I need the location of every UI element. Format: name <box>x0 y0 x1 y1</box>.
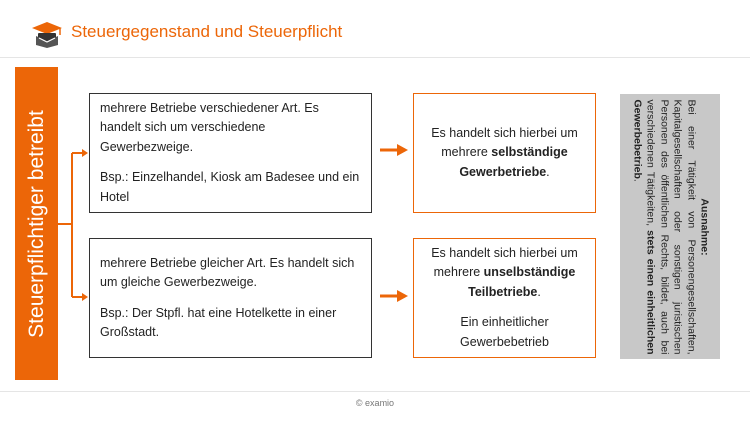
exception-heading: Ausnahme: <box>698 197 711 256</box>
exception-body: Bei einer Tätigkeit von Personengesellschaften, Kapitalgesellschaften oder sonstigen juristischen Personen des öffentlichen Rechts, bildet, auch bei verschiedenen Tätigkeiten, <box>644 99 697 354</box>
box-top-right-prefix: Es handelt sich hierbei um mehrere <box>431 125 578 160</box>
exception-suffix: . <box>631 178 644 182</box>
exception-bold: stets einen einheitlichen Gewerbebetrieb <box>631 99 657 354</box>
box-top-right-suffix: . <box>546 164 550 179</box>
box-top-left-example: Bsp.: Einzelhandel, Kiosk am Badesee und ein Hotel <box>100 170 360 204</box>
branch-bottom-arrowhead <box>82 293 88 301</box>
box-top-right-bold: selbständige Gewerbetriebe <box>459 145 568 179</box>
footer-copyright: © examio <box>355 398 395 408</box>
side-label: Steuerpflichtiger betreibt <box>24 109 48 338</box>
footer-divider <box>0 391 750 392</box>
box-bottom-right-prefix: Es handelt sich hierbei um mehrere <box>431 246 578 280</box>
box-bottom-right-note: Ein einheitlicher Gewerbebetrieb <box>460 315 549 349</box>
box-same-businesses <box>89 238 372 358</box>
box-bottom-left-example: Bsp.: Der Stpfl. hat eine Hotelkette in einer Großstadt. <box>100 305 337 339</box>
box-different-businesses <box>89 93 372 213</box>
box-bottom-right-bold: unselbständige Teilbetriebe <box>468 265 576 299</box>
box-bottom-left-description: mehrere Betriebe gleicher Art. Es handelt sich um gleiche Gewerbezweige. <box>100 255 355 290</box>
box-bottom-right-suffix: . <box>537 284 541 299</box>
exception-note <box>620 94 720 359</box>
box-dependent-sub-businesses <box>413 238 596 358</box>
box-top-left-description: mehrere Betriebe verschiedener Art. Es handelt sich um verschiedene Gewerbezweige. <box>100 101 319 154</box>
branch-top-arrowhead <box>82 149 88 157</box>
arrow-top-head <box>397 144 408 156</box>
box-independent-businesses <box>413 93 596 213</box>
page-title: Steuergegenstand und Steuerpflicht <box>71 22 343 41</box>
exception-text <box>630 99 711 354</box>
box-top-right-text <box>422 124 587 182</box>
box-bottom-right-text <box>422 244 587 302</box>
arrow-bottom-head <box>397 290 408 302</box>
